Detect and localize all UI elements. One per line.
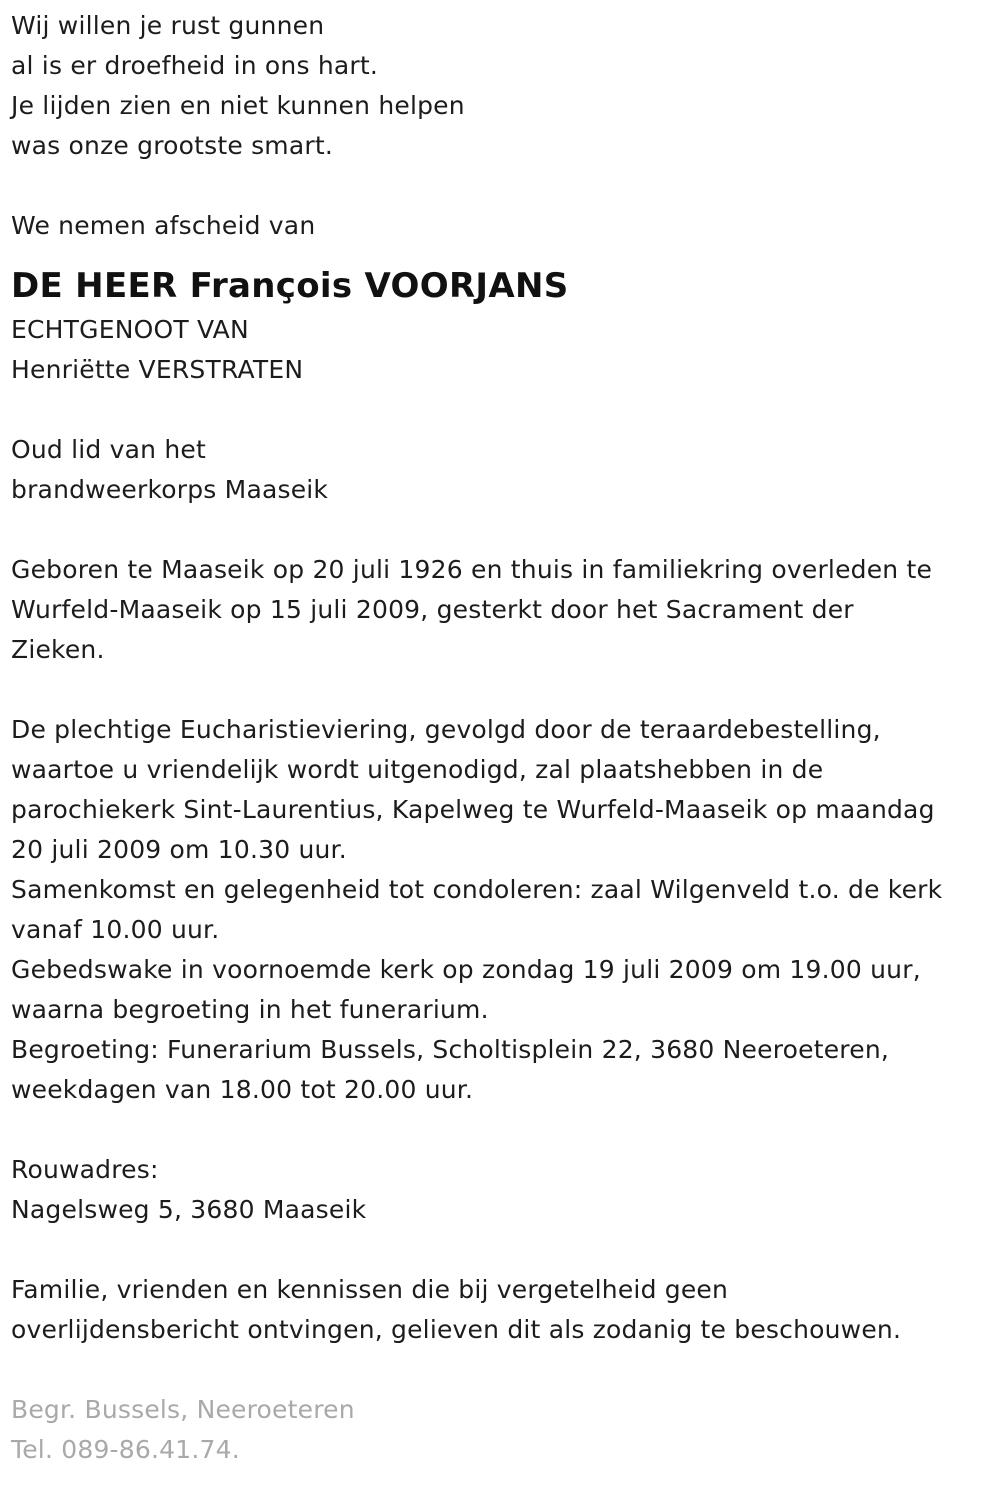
spacer: [11, 1110, 991, 1150]
ceremony-line: 20 juli 2009 om 10.30 uur.: [11, 835, 347, 864]
address-value: Nagelsweg 5, 3680 Maaseik: [11, 1195, 367, 1224]
address-paragraph: [11, 1150, 991, 1230]
relation-text: ECHTGENOOT VAN: [11, 315, 249, 344]
spacer: [11, 1230, 991, 1270]
ceremony-line: Begroeting: Funerarium Bussels, Scholtisplein 22, 3680 Neeroeteren,: [11, 1035, 890, 1064]
poem-line: was onze grootste smart.: [11, 131, 333, 160]
birth-death-line: Geboren te Maaseik op 20 juli 1926 en thuis in familiekring overleden te: [11, 555, 933, 584]
spacer: [11, 670, 991, 710]
deceased-block: [11, 246, 991, 390]
notice-line: Familie, vrienden en kennissen die bij vergetelheid geen: [11, 1275, 729, 1304]
ceremony-line: waarna begroeting in het funerarium.: [11, 995, 489, 1024]
ceremony-line: vanaf 10.00 uur.: [11, 915, 220, 944]
spouse-name: Henriëtte VERSTRATEN: [11, 355, 304, 384]
funeral-home-name: Begr. Bussels, Neeroeteren: [11, 1395, 355, 1424]
notice-line: overlijdensbericht ontvingen, gelieven dit als zodanig te beschouwen.: [11, 1315, 902, 1344]
ceremony-line: Gebedswake in voornoemde kerk op zondag 19 juli 2009 om 19.00 uur,: [11, 955, 921, 984]
membership-line: brandweerkorps Maaseik: [11, 475, 329, 504]
ceremony-line: Samenkomst en gelegenheid tot condoleren: zaal Wilgenveld t.o. de kerk: [11, 875, 943, 904]
deceased-name: DE HEER François VOORJANS: [11, 266, 569, 306]
ceremony-line: waartoe u vriendelijk wordt uitgenodigd, zal plaatshebben in de: [11, 755, 824, 784]
ceremony-paragraph: [11, 710, 991, 1110]
membership-line: Oud lid van het: [11, 435, 206, 464]
spacer: [11, 390, 991, 430]
obituary-document: [11, 6, 991, 1470]
poem-line: Wij willen je rust gunnen: [11, 11, 325, 40]
poem: [11, 6, 991, 166]
birth-death-line: Wurfeld-Maaseik op 15 juli 2009, gesterkt door het Sacrament der: [11, 595, 854, 624]
ceremony-line: De plechtige Eucharistieviering, gevolgd door de teraardebestelling,: [11, 715, 881, 744]
funeral-home-phone: Tel. 089-86.41.74.: [11, 1435, 240, 1464]
notice-paragraph: [11, 1270, 991, 1350]
ceremony-line: parochiekerk Sint-Laurentius, Kapelweg te Wurfeld-Maaseik op maandag: [11, 795, 935, 824]
birth-death-line: Zieken.: [11, 635, 105, 664]
address-label: Rouwadres:: [11, 1155, 159, 1184]
poem-line: al is er droefheid in ons hart.: [11, 51, 379, 80]
birth-death-paragraph: [11, 550, 991, 670]
intro-text: We nemen afscheid van: [11, 211, 316, 240]
ceremony-line: weekdagen van 18.00 tot 20.00 uur.: [11, 1075, 474, 1104]
spacer: [11, 510, 991, 550]
membership-paragraph: [11, 430, 991, 510]
spacer: [11, 1350, 991, 1390]
poem-line: Je lijden zien en niet kunnen helpen: [11, 91, 465, 120]
spacer: [11, 166, 991, 206]
funeral-home-footer: [11, 1390, 991, 1470]
